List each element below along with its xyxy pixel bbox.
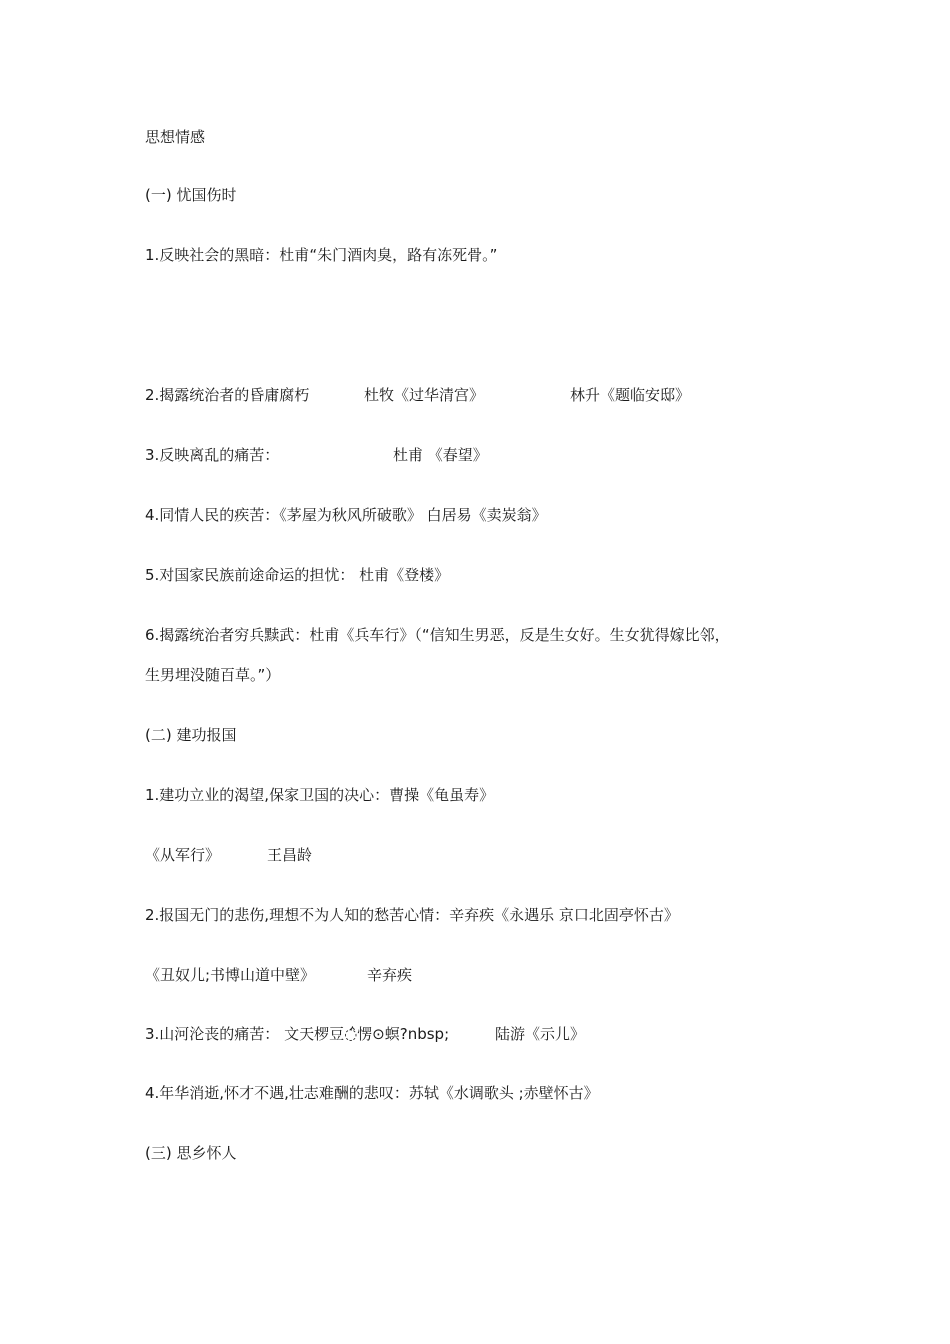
section-heading-2: (二) 建功报国 — [145, 726, 237, 744]
item-1-2-work-b: 林升《题临安邸》 — [570, 386, 691, 404]
item-1-4: 4.同情人民的疾苦：《茅屋为秋风所破歌》 白居易《卖炭翁》 — [145, 506, 547, 524]
item-1-6: 6.揭露统治者穷兵黩武：杜甫《兵车行》（“信知生男恶，反是生女好。生女犹得嫁比邻， — [145, 626, 730, 644]
item-1-2-work-a: 杜牧《过华清宫》 — [364, 386, 485, 404]
item-1-6-continuation: 生男埋没随百草。”） — [145, 666, 281, 684]
section-heading-1: (一) 忧国伤时 — [145, 186, 237, 204]
item-2-2b-work: 《丑奴儿;书博山道中壁》 — [145, 966, 316, 984]
item-2-1b-work: 《从军行》 — [145, 846, 221, 864]
item-1-3-work: 杜甫 《春望》 — [393, 446, 488, 464]
item-1-1: 1.反映社会的黑暗：杜甫“朱门酒肉臭，路有冻死骨。” — [145, 246, 498, 264]
item-2-2: 2.报国无门的悲伤,理想不为人知的愁苦心情：辛弃疾《永遇乐 京口北固亭怀古》 — [145, 906, 679, 924]
item-2-2b-author: 辛弃疾 — [367, 966, 413, 984]
item-2-1b-author: 王昌龄 — [267, 846, 313, 864]
item-2-1: 1.建功立业的渴望,保家卫国的决心：曹操《龟虽寿》 — [145, 786, 495, 804]
item-2-3-label: 3.山河沦丧的痛苦： 文天椤豆◌ᩳ愣⊙螟?nbsp; — [145, 1025, 450, 1043]
item-1-2-label: 2.揭露统治者的昏庸腐朽 — [145, 386, 310, 404]
document-title: 思想情感 — [145, 128, 206, 146]
section-heading-3: (三) 思乡怀人 — [145, 1144, 237, 1162]
item-1-5: 5.对国家民族前途命运的担忧： 杜甫《登楼》 — [145, 566, 450, 584]
item-2-3-work: 陆游《示儿》 — [495, 1025, 586, 1043]
item-2-4: 4.年华消逝,怀才不遇,壮志难酬的悲叹：苏轼《水调歌头 ;赤壁怀古》 — [145, 1084, 599, 1102]
item-1-3-label: 3.反映离乱的痛苦： — [145, 446, 280, 464]
